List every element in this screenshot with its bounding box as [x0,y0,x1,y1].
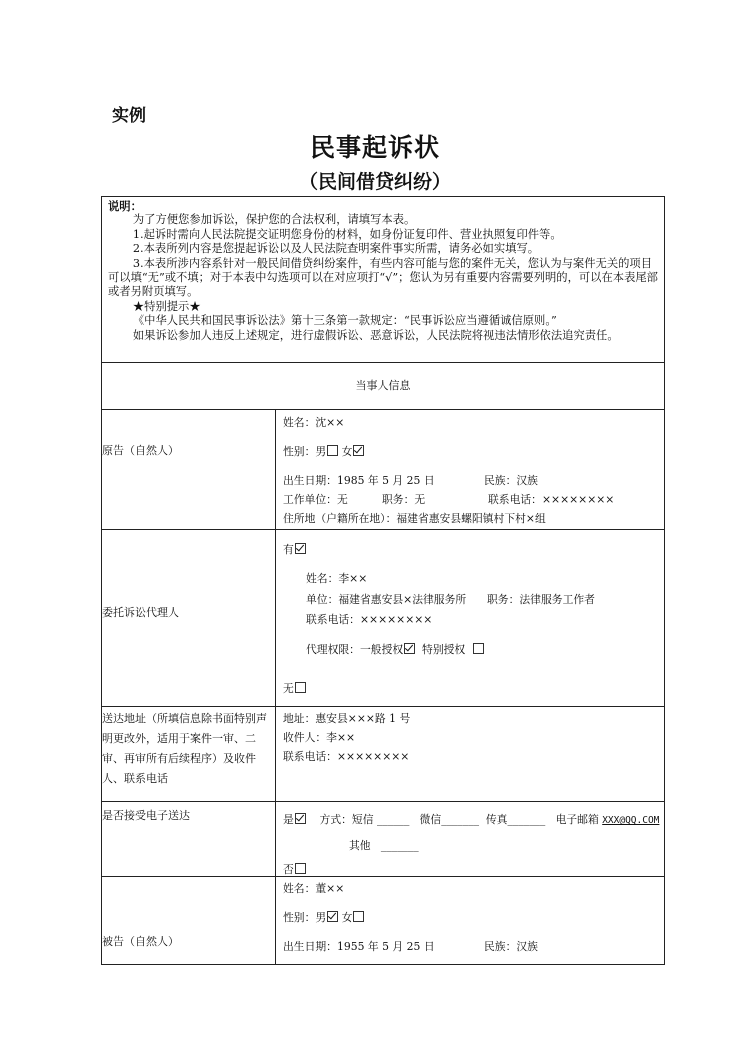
male-checkbox[interactable] [327,445,338,456]
agent-none-label: 无 [283,682,294,695]
special-authority-checkbox[interactable] [473,643,484,654]
parties-section-title: 当事人信息 [102,363,665,410]
instruction-item-3: 3.本表所涉内容系针对一般民间借贷纠纷案件，有些内容可能与您的案件无关，您认为与案件无关的项目可以填“无”或不填；对于本表中勾选项可以在对应项打“√”；您认为另有重要内容需要列明的，可以在本表尾部或者另附页填写。 [108,256,658,299]
service-recipient: 收件人：李×× [283,731,356,744]
service-address: 地址：惠安县×××路 1 号 [283,712,411,725]
plaintiff-name: 姓名：沈×× [283,416,345,429]
defendant-female-checkbox[interactable] [353,911,364,922]
agent-has [283,542,306,557]
other-label: 其他 [349,839,371,852]
agent-info [276,530,665,707]
plaintiff-gender [283,444,364,459]
female-checkbox[interactable] [353,445,364,456]
plaintiff-phone: 联系电话：×××××××× [488,493,615,506]
general-authority-label: 代理权限：一般授权 [306,643,404,656]
electronic-service-options: 是 方式：短信 ______ 微信_______ 传真_______ 电子邮箱 XXX@QQ.COM [283,813,660,826]
agent-label: 委托诉讼代理人 [102,530,276,707]
defendant-male-label: 性别：男 [283,911,327,924]
defendant-male-checkbox[interactable] [327,911,338,922]
plaintiff-address: 住所地（户籍所在地）：福建省惠安县螺阳镇村下村×组 [283,512,546,525]
agent-authority [306,642,484,657]
e-service-no [283,862,306,877]
defendant-gender [283,910,364,925]
wechat-label: 微信 [419,813,442,826]
agent-position: 职务：法律服务工作者 [487,593,595,606]
plaintiff-employer: 工作单位：无 [283,493,348,506]
e-service-no-label: 否 [283,863,294,876]
document-title: 民事起诉状 [309,133,440,162]
defendant-female-label: 女 [341,911,353,924]
e-service-no-checkbox[interactable] [295,863,306,874]
gender-female-label: 女 [341,445,353,458]
defendant-birth: 出生日期：1955 年 5 月 25 日 [283,940,435,953]
document-subtitle: （民间借贷纠纷） [298,171,451,193]
instructions-cell [102,197,665,363]
e-service-yes-label: 是 [283,813,294,826]
email-label: 电子邮箱 [555,813,599,826]
service-address-info [276,707,665,802]
plaintiff-info [276,410,665,530]
special-notice: ★特别提示★ [132,299,201,313]
sms-label: 方式：短信 [319,813,374,826]
general-authority-checkbox[interactable] [404,643,415,654]
agent-none-checkbox[interactable] [295,682,306,693]
gender-male-label: 性别：男 [283,445,327,458]
plaintiff-position: 职务：无 [382,493,426,506]
instructions-heading: 说明： [108,199,142,213]
legal-warning: 如果诉讼参加人违反上述规定，进行虚假诉讼、恶意诉讼，人民法院将视违法情形依法追究责任。 [132,328,619,342]
plaintiff-birth: 出生日期：1985 年 5 月 25 日 [283,474,435,487]
law-quote: 《中华人民共和国民事诉讼法》第十三条第一款规定：“民事诉讼应当遵循诚信原则。” [132,314,557,328]
plaintiff-ethnicity: 民族：汉族 [484,474,538,487]
agent-phone: 联系电话：×××××××× [306,613,433,626]
instructions-intro: 为了方便您参加诉讼，保护您的合法权利，请填写本表。 [132,213,416,227]
agent-none [283,681,306,696]
agent-has-label: 有 [283,543,294,556]
service-phone: 联系电话：×××××××× [283,750,410,763]
instruction-item-1: 1.起诉时需向人民法院提交证明您身份的材料，如身份证复印件、营业执照复印件等。 [132,227,562,241]
plaintiff-label: 原告（自然人） [102,410,276,530]
defendant-info [276,877,665,965]
defendant-name: 姓名：董×× [283,882,345,895]
defendant-label: 被告（自然人） [102,877,276,965]
fax-label: 传真 [485,813,508,826]
agent-unit: 单位：福建省惠安县×法律服务所 [306,593,467,606]
complaint-form-table [101,196,665,965]
sample-label: 实例 [112,106,146,126]
electronic-service-info [276,802,665,877]
instruction-item-2: 2.本表所列内容是您提起诉讼以及人民法院查明案件事实所需，请务必如实填写。 [132,242,540,256]
agent-name: 姓名：李×× [306,572,368,585]
service-address-label: 送达地址（所填信息除书面特别声明更改外，适用于案件一审、二审、再审所有后续程序）及收件人、联系电话 [102,707,276,802]
email-value: XXX@QQ.COM [602,815,660,826]
electronic-service-label: 是否接受电子送达 [102,802,276,877]
special-authority-label: 特别授权 [422,643,466,656]
agent-has-checkbox[interactable] [295,543,306,554]
e-service-yes-checkbox[interactable] [295,813,306,824]
e-service-other: 其他 _______ [349,839,419,852]
defendant-ethnicity: 民族：汉族 [484,940,538,953]
